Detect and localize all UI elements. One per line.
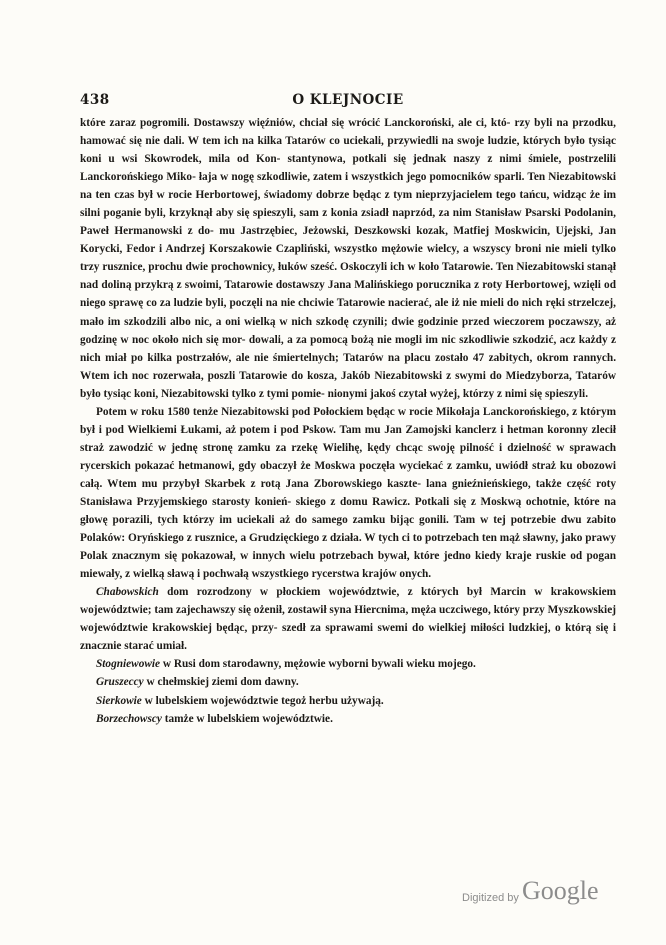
text-line: ku obozowi całą. Wtem mu przybył Skarbek z rotą Jana Zborowskiego kaszte- xyxy=(80,459,617,490)
text-line: Lanckorońskiego, z którym był i pod Wielkiemi Łukami, aż potem i pod Pskow. Tam xyxy=(80,405,617,436)
google-watermark xyxy=(462,876,612,916)
text-line: tego tańcu, widząc że im silni poganie byli, krzyknął aby się spieszyli, sam z konia xyxy=(80,189,616,220)
text-line: Potem w roku 1580 tenże Niezabitowski pod Połockiem będąc w rocie Mikołaja xyxy=(96,405,480,418)
text-line: rzy byli na przodku, hamować się nie dali. W tem ich na kilka Tatarów co uciekali, xyxy=(80,117,617,148)
text-line: w chełmskiej ziemi dom dawny. xyxy=(146,676,299,689)
paragraph-pskow-campaign xyxy=(80,403,616,583)
text-line: Jan Korycki, Fedor i Andrzej Korszakowie Czapliński, wszystko mężowie xyxy=(80,225,616,256)
book-page xyxy=(80,92,616,728)
entry-borzechowski xyxy=(80,710,616,728)
entry-gruszecki xyxy=(80,673,616,691)
entry-heading: Borzechowscy xyxy=(96,712,162,725)
text-line: bywał, które jedno kiedy kraje ruskie od pogan miewały, z wielką sławą i pochwałą xyxy=(80,550,616,581)
text-line: łaja w nogę szkodliwie, zatem i wszystkich jego pomocników sparli. Ten Niezabitowski xyxy=(198,171,616,184)
entry-sierko xyxy=(80,692,616,710)
text-line: od niego sprawę co za ludzie byli, poczęli na nie chciwie Tatarowie nacierać, ale iż xyxy=(80,279,616,310)
text-line: z swoimi, Tatarowie dostawszy Jana Malińskiego porucznika z roty Herbortowej, wzięli xyxy=(176,279,601,292)
text-line: pokazać hetmanowi, gdy obaczył że Moskwa poczęła wyciekać z zamku, uwiódł straż xyxy=(134,459,556,472)
text-line: czynili; dwie godzinie przed wieczorem poczawszy, aż godzinę w noc około nich się mor- xyxy=(80,315,616,346)
watermark-prefix: Digitized by xyxy=(462,892,519,904)
text-line: skiego z domu Rawicz. Potkali się z Moskwą ochotnie, które na głowę porazili, tych xyxy=(80,495,616,527)
paragraph-niezabitowski-battle xyxy=(80,114,616,403)
text-line: na ten czas był w rocie Herbortowej, świadomy dobrze będąc z tym nieprzyjacielem xyxy=(80,189,493,202)
text-line: w krakowskiem województwie; tam zajechawszy się ożenił, zostawił syna Hiercnima, xyxy=(80,586,617,617)
text-line: którzy im uciekali aż do samego zamku bijąc gonili. Tam w tej potrzebie dwu zabito xyxy=(183,514,617,527)
text-line: szedł za sprawami swemi do wielkiej miłości ludzkiej, o którą się i znacznie starać umiał. xyxy=(80,622,616,653)
text-line: nie mieli do nich ręki strzelczej, mało im szkodzili albo nic, a oni wielką w nich szkodę xyxy=(80,297,616,328)
text-line: przywiedli na swoje ludzie, których było tysiąc koni u wsi Skowrodek, mila od Kon- xyxy=(80,135,616,166)
page-number: 438 xyxy=(80,92,110,108)
entry-heading: Stogniewowie xyxy=(96,658,161,671)
entry-heading: Sierkowie xyxy=(96,694,142,707)
text-line: wszystkiego rycerstwa krajów onych. xyxy=(251,568,432,581)
text-line: sześć. Oskoczyli ich w koło Tatarowie. Ten Niezabitowski stanął nad doliną przykrą xyxy=(80,261,617,292)
running-header xyxy=(80,92,616,114)
text-line: wielcy, a wszyscy broni nie mieli tylko trzy rusznice, prochu dwie prochownicy, łuków xyxy=(80,243,617,274)
text-line: zamku za rzekę Wielihę, kędy chcąc swoję pilność i dzielność w sprawach rycerskich xyxy=(80,441,617,472)
text-line: męża uczciwego, który przy Myszkowskiej województwie krakowskiej będąc, przy- xyxy=(80,604,616,635)
text-line: w Rusi dom starodawny, mężowie wyborni bywali wieku mojego. xyxy=(162,658,476,671)
text-line: mu Jan Zamojski kanclerz i hetman koronny zlecił straż zawodzić w jednę stronę xyxy=(80,423,616,454)
chapter-title: O KLEJNOCIE xyxy=(292,92,404,108)
text-line: stantynowa, potkali się jednak naszy z nimi śmiele, postrzelili Lanckorońskiego Miko- xyxy=(80,153,617,184)
text-line: dom rozrodzony w płockiem województwie, z których był Marcin xyxy=(167,586,526,599)
text-line: tamże w lubelskiem województwie. xyxy=(164,712,333,725)
text-line: ten mąż sławny, jako prawy Polak znacznym się pokazował, w innych wielu potrzebach xyxy=(80,532,616,563)
text-line: rannych. Wtem ich noc rozerwała, poszli Tatarowie do kosza, Jakób Niezabitowski xyxy=(80,351,617,382)
body-text xyxy=(80,114,616,728)
text-line: lana gnieźnieńskiego, także część roty Stanisława Przyjemskiego starosty konień- xyxy=(80,477,617,508)
text-line: zsiadł naprzód, za nim Stanisław Psarski Podolanin, Paweł Hermanowski z do- xyxy=(80,207,616,238)
google-logo: Google xyxy=(522,876,599,905)
text-line: z swymi do Miedzyborza, Tatarów było tysiąc koni, Niezabitowski tylko z tymi pomie- xyxy=(80,369,617,400)
entry-heading: Gruszeccy xyxy=(96,676,144,689)
text-line: dowali, a za pomocą bożą nie mogli im nic szkodliwie szkodzić, acz każdy z nich miał xyxy=(80,333,616,364)
text-line: nionymi jakoś czytał wyżej, którzy z nimi się spieszyli. xyxy=(327,387,589,400)
entry-heading: Chabowskich xyxy=(96,586,159,599)
entry-chabowski xyxy=(80,583,616,655)
text-line: w lubelskiem województwie tegoż herbu używają. xyxy=(144,694,384,707)
text-line: Polaków: Oryńskiego z rusznice, a Grudzięckiego z działa. W tych ci to potrzebach xyxy=(80,532,480,545)
text-line: które zaraz pogromili. Dostawszy więźniów, chciał się wrócić Lanckoroński, ale ci, któ- xyxy=(80,117,511,129)
entry-stogniew xyxy=(80,655,616,673)
text-line: po kilka postrzałów, ale nie śmiertelnych; Tatarów na placu zostało 47 zabitych, okrom xyxy=(131,351,569,364)
text-line: mu Jastrzębiec, Jeżowski, Deszkowski kozak, Matfiej Moskwicin, Ujejski, xyxy=(219,225,593,238)
